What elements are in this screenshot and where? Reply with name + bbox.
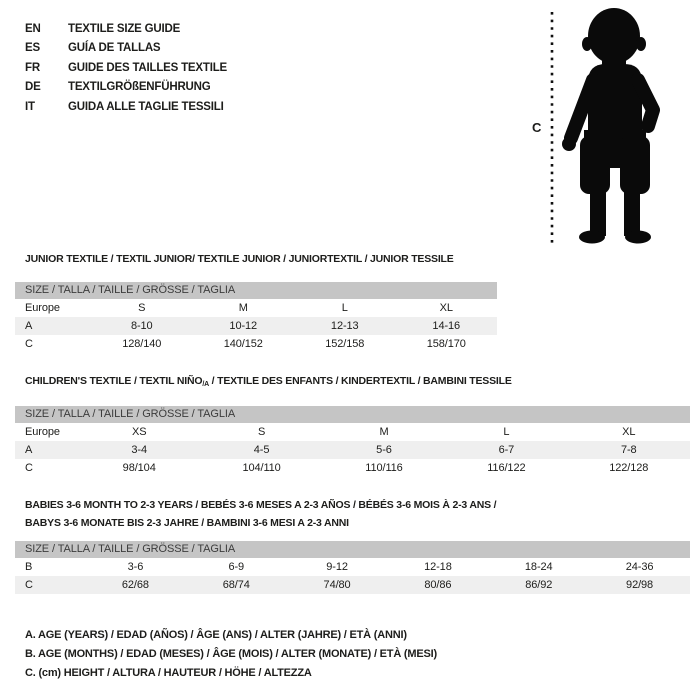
junior-table-title: JUNIOR TEXTILE / TEXTIL JUNIOR/ TEXTILE JUNIOR / JUNIORTEXTIL / JUNIOR TESSILE <box>25 253 454 265</box>
size-cell: 92/98 <box>626 579 654 591</box>
title-subscript: /A <box>202 381 209 388</box>
size-cell: 86/92 <box>525 579 553 591</box>
size-header-bar: SIZE / TALLA / TAILLE / GRÖSSE / TAGLIA <box>15 406 690 423</box>
row-label: B <box>25 561 33 573</box>
size-cell: XL <box>439 302 453 314</box>
babies-textile-section <box>15 496 690 594</box>
size-cell: 18-24 <box>524 561 553 573</box>
size-cell: 12-18 <box>424 561 452 573</box>
table-row <box>15 423 690 441</box>
height-measure-label: C <box>532 120 542 135</box>
row-label: C <box>25 579 33 591</box>
size-cell: S <box>257 426 266 438</box>
row-label: Europe <box>25 302 60 314</box>
size-cell: XL <box>622 426 636 438</box>
size-cell: 80/86 <box>424 579 452 591</box>
table-row <box>15 335 497 353</box>
row-label: A <box>25 444 33 456</box>
babies-table-title <box>25 496 690 532</box>
size-cell: 104/110 <box>242 462 281 474</box>
language-row-en <box>25 19 227 39</box>
table-row <box>15 558 690 576</box>
size-cell: 98/104 <box>122 462 156 474</box>
title-line-2: BABYS 3-6 MONATE BIS 2-3 JAHRE / BAMBINI 3-6 MESI A 2-3 ANNI <box>25 517 349 529</box>
language-label: GUÍA DE TALLAS <box>68 42 161 55</box>
children-size-table <box>15 423 690 477</box>
children-table-title <box>25 375 690 391</box>
size-cell: 9-12 <box>326 561 348 573</box>
footnote-c: C. (cm) HEIGHT / ALTURA / HAUTEUR / HÖHE / ALTEZZA <box>25 667 312 679</box>
size-cell: 8-10 <box>130 320 153 332</box>
size-cell: 6-9 <box>228 561 245 573</box>
language-list <box>25 19 227 117</box>
table-row <box>15 299 497 317</box>
footnotes <box>25 626 437 683</box>
language-code: ES <box>25 42 40 55</box>
size-cell: 3-4 <box>131 444 147 456</box>
size-cell: 110/116 <box>365 462 403 474</box>
size-cell: 74/80 <box>323 579 351 591</box>
row-label: C <box>25 462 33 474</box>
language-label: GUIDA ALLE TAGLIE TESSILI <box>68 100 224 113</box>
size-cell: 62/68 <box>121 579 149 591</box>
size-cell: 68/74 <box>222 579 250 591</box>
size-header-bar: SIZE / TALLA / TAILLE / GRÖSSE / TAGLIA <box>15 541 690 558</box>
language-code: EN <box>25 22 41 35</box>
language-row-es <box>25 39 227 59</box>
size-cell: 3-6 <box>127 561 144 573</box>
size-cell: XS <box>131 426 147 438</box>
language-code: FR <box>25 61 40 74</box>
language-label: TEXTILGRÖßENFÜHRUNG <box>68 81 211 94</box>
title-line-1: BABIES 3-6 MONTH TO 2-3 YEARS / BEBÉS 3-6 MESES A 2-3 AÑOS / BÉBÉS 3-6 MOIS À 2-3 ANS / <box>25 499 497 511</box>
size-cell: 5-6 <box>376 444 392 456</box>
language-row-de <box>25 78 227 98</box>
table-row <box>15 459 690 477</box>
size-cell: 116/122 <box>487 462 526 474</box>
children-textile-section <box>15 375 690 477</box>
title-text: CHILDREN'S TEXTILE / TEXTIL NIÑO <box>25 375 203 387</box>
row-label: C <box>25 338 33 350</box>
babies-size-table <box>15 558 690 594</box>
footnote-a: A. AGE (YEARS) / EDAD (AÑOS) / ÂGE (ANS) / ALTER (JAHRE) / ETÀ (ANNI) <box>25 629 407 641</box>
size-cell: 24-36 <box>625 561 654 573</box>
title-text: / TEXTILE DES ENFANTS / KINDERTEXTIL / BAMBINI TESSILE <box>208 375 512 387</box>
toddler-silhouette-icon <box>548 6 690 248</box>
size-cell: L <box>341 302 348 314</box>
size-cell: 128/140 <box>122 338 162 350</box>
size-cell: M <box>238 302 248 314</box>
language-row-fr <box>25 58 227 78</box>
language-code: IT <box>25 100 35 113</box>
row-label: A <box>25 320 33 332</box>
row-label: Europe <box>25 426 60 438</box>
size-cell: 14-16 <box>432 320 461 332</box>
language-code: DE <box>25 81 41 94</box>
figure-area <box>520 6 696 252</box>
junior-size-table <box>15 299 497 353</box>
size-cell: 7-8 <box>620 444 637 456</box>
junior-textile-section <box>15 253 497 353</box>
size-cell: 10-12 <box>229 320 258 332</box>
size-cell: 158/170 <box>426 338 466 350</box>
table-row <box>15 576 690 594</box>
language-label: GUIDE DES TAILLES TEXTILE <box>68 61 227 74</box>
size-header-bar: SIZE / TALLA / TAILLE / GRÖSSE / TAGLIA <box>15 282 497 299</box>
size-cell: 4-5 <box>253 444 270 456</box>
size-cell: S <box>138 302 146 314</box>
language-row-it <box>25 97 227 117</box>
language-label: TEXTILE SIZE GUIDE <box>68 22 181 35</box>
size-cell: 6-7 <box>498 444 515 456</box>
size-cell: M <box>379 426 389 438</box>
footnote-b: B. AGE (MONTHS) / EDAD (MESES) / ÂGE (MOIS) / ALTER (MONATE) / ETÀ (MESI) <box>25 648 437 660</box>
table-row <box>15 317 497 335</box>
table-row <box>15 441 690 459</box>
size-cell: L <box>503 426 510 438</box>
size-cell: 12-13 <box>330 320 359 332</box>
size-cell: 140/152 <box>223 338 263 350</box>
size-cell: 122/128 <box>609 462 649 474</box>
size-cell: 152/158 <box>325 338 365 350</box>
